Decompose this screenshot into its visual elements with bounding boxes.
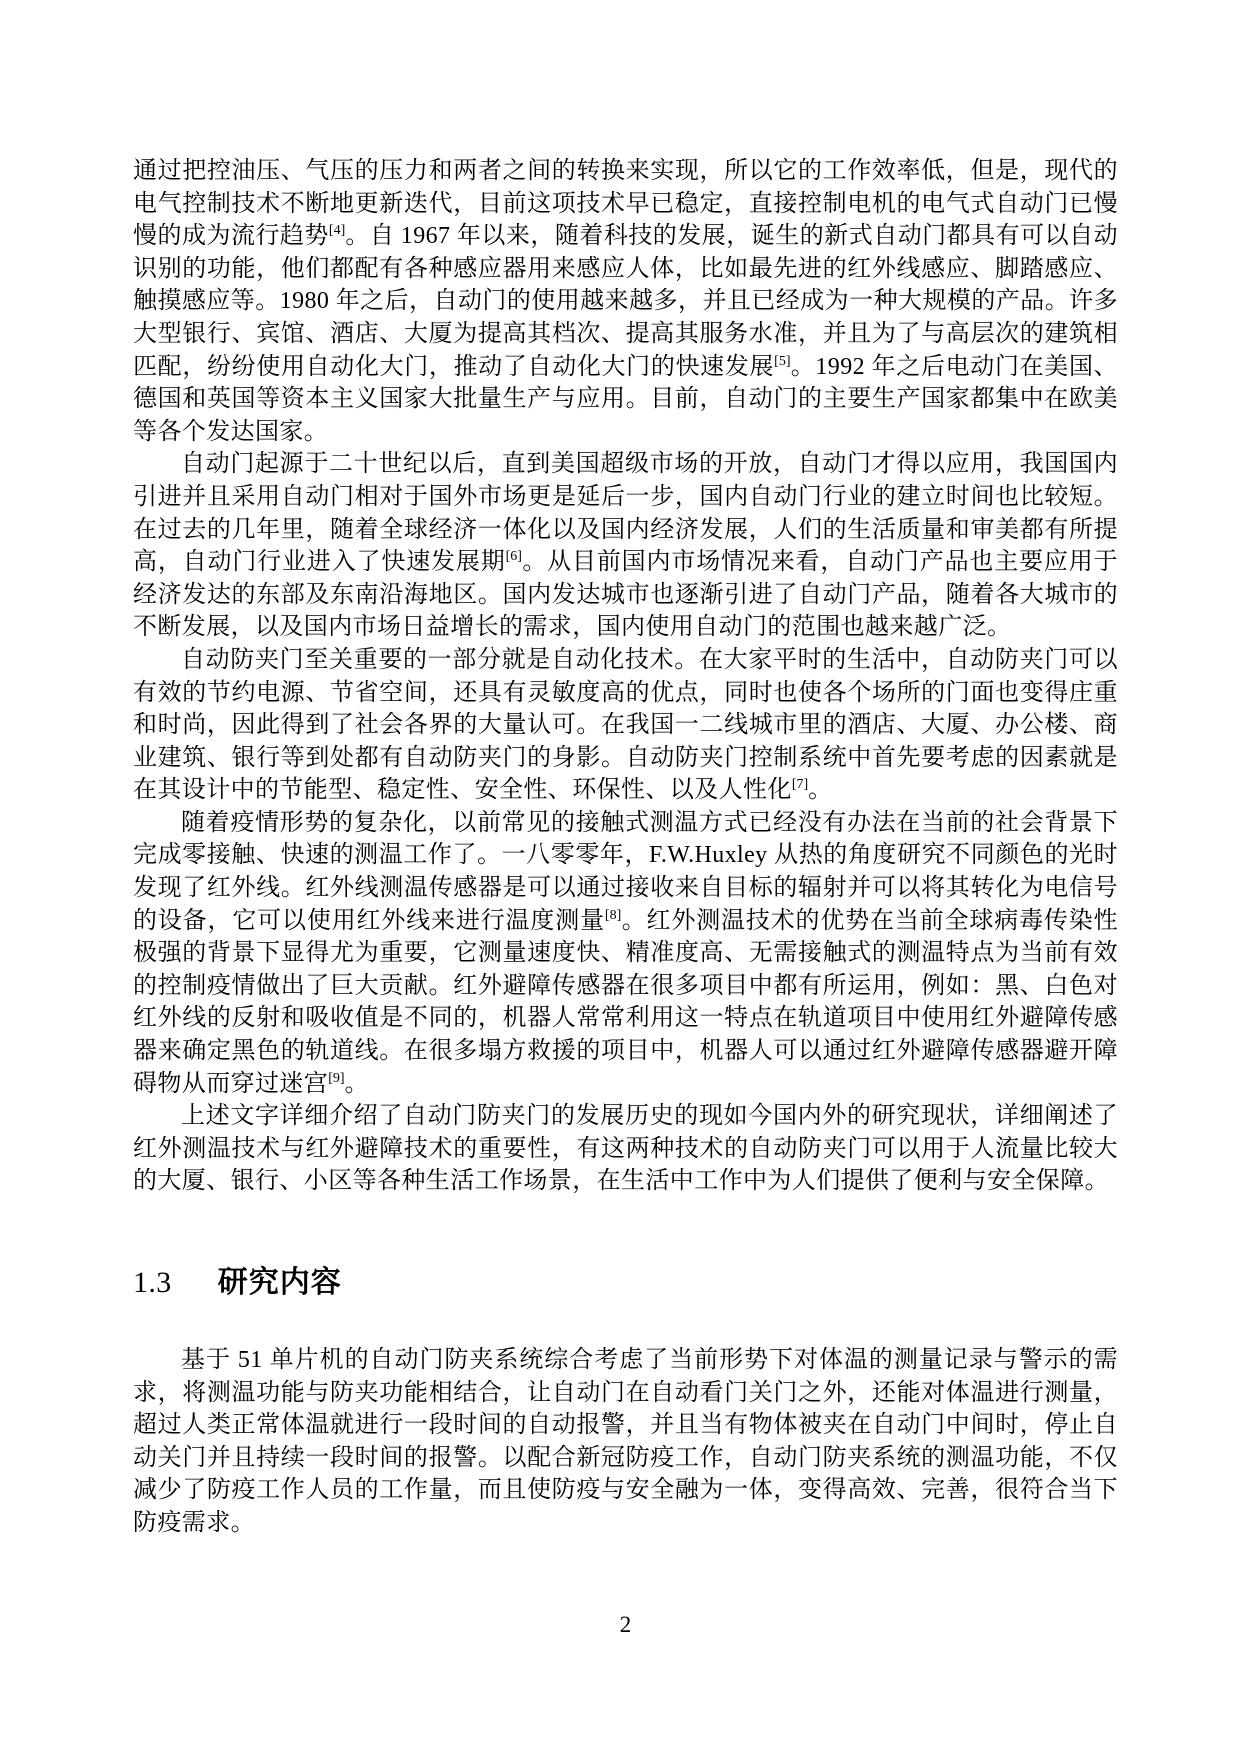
document-body xyxy=(133,155,1118,1540)
citation-ref: [4] xyxy=(328,223,346,239)
citation-ref: [9] xyxy=(328,1070,345,1086)
citation-ref: [8] xyxy=(604,907,622,923)
citation-ref: [7] xyxy=(791,777,809,793)
paragraph: 基于 51 单片机的自动门防夹系统综合考虑了当前形势下对体温的测量记录与警示的需求，将测温功能与防夹功能相结合，让自动门在自动看门关门之外，还能对体温进行测量，超过人类正常体温就进行一段时间的自动报警，并且当有物体被夹在自动门中间时，停止自动关门并且持续一段时间的报警。以配合新冠防疫工作，自动门防夹系统的测温功能，不仅减少了防疫工作人员的工作量，而且使防疫与安全融为一体，变得高效、完善，很符合当下防疫需求。 xyxy=(133,1347,1118,1536)
page-number: 2 xyxy=(619,1612,632,1637)
paragraph: 自动防夹门至关重要的一部分就是自动化技术。在大家平时的生活中，自动防夹门可以有效的节约电源、节省空间，还具有灵敏度高的优点，同时也使各个场所的门面也变得庄重和时尚，因此得到了社会各界的大量认可。在我国一二线城市里的酒店、大厦、办公楼、商业建筑、银行等到处都有自动防夹门的身影。自动防夹门控制系统中首先要考虑的因素就是在其设计中的节能型、稳定性、安全性、环保性、以及人性化[7]。 xyxy=(133,646,1118,804)
heading-number: 1.3 xyxy=(133,1266,172,1299)
paragraph: 自动门起源于二十世纪以后，直到美国超级市场的开放，自动门才得以应用，我国国内引进并且采用自动门相对于国外市场更是延后一步，国内自动门行业的建立时间也比较短。在过去的几年里，随着全球经济一体化以及国内经济发展，人们的生活质量和审美都有所提高，自动门行业进入了快速发展期[6]。从目前国内市场情况来看，自动门产品也主要应用于经济发达的东部及东南沿海地区。国内发达城市也逐渐引进了自动门产品，随着各大城市的不断发展，以及国内市场日益增长的需求，国内使用自动门的范围也越来越广泛。 xyxy=(133,451,1118,641)
page-footer xyxy=(133,1612,1118,1638)
citation-ref: [6] xyxy=(505,549,522,565)
citation-ref: [5] xyxy=(774,353,791,369)
paragraph: 上述文字详细介绍了自动门防夹门的发展历史的现如今国内外的研究现状，详细阐述了红外测温技术与红外避障技术的重要性，有这两种技术的自动防夹门可以用于人流量比较大的大厦、银行、小区等各种生活工作场景，在生活中工作中为人们提供了便利与安全保障。 xyxy=(133,1103,1118,1195)
paragraph: 通过把控油压、气压的压力和两者之间的转换来实现，所以它的工作效率低，但是，现代的电气控制技术不断地更新迭代，目前这项技术早已稳定，直接控制电机的电气式自动门已慢慢的成为流行趋势[4]。自 1967 年以来，随着科技的发展，诞生的新式自动门都具有可以自动识别的功能，他们都配有各种感应器用来感应人体，比如最先进的红外线感应、脚踏感应、触摸感应等。1980 年之后，自动门的使用越来越多，并且已经成为一种大规模的产品。许多大型银行、宾馆、酒店、大厦为提高其档次、提高其服务水准，并且为了与高层次的建筑相匹配，纷纷使用自动化大门，推动了自动化大门的快速发展[5]。1992 年之后电动门在美国、德国和英国等资本主义国家大批量生产与应用。目前，自动门的主要生产国家都集中在欧美等各个发达国家。 xyxy=(133,158,1119,445)
heading-title: 研究内容 xyxy=(217,1266,342,1299)
paragraph: 随着疫情形势的复杂化，以前常见的接触式测温方式已经没有办法在当前的社会背景下完成零接触、快速的测温工作了。一八零零年，F.W.Huxley 从热的角度研究不同颜色的光时发现了红外线。红外线测温传感器是可以通过接收来自目标的辐射并可以将其转化为电信号的设备，它可以使用红外线来进行温度测量[8]。红外测温技术的优势在当前全球病毒传染性极强的背景下显得尤为重要，它测量速度快、精准度高、无需接触式的测温特点为当前有效的控制疫情做出了巨大贡献。红外避障传感器在很多项目中都有所运用，例如：黑、白色对红外线的反射和吸收值是不同的，机器人常常利用这一特点在轨道项目中使用红外避障传感器来确定黑色的轨道线。在很多塌方救援的项目中，机器人可以通过红外避障传感器避开障碍物从而穿过迷宫[9]。 xyxy=(133,809,1118,1097)
section-heading xyxy=(133,1262,1118,1304)
